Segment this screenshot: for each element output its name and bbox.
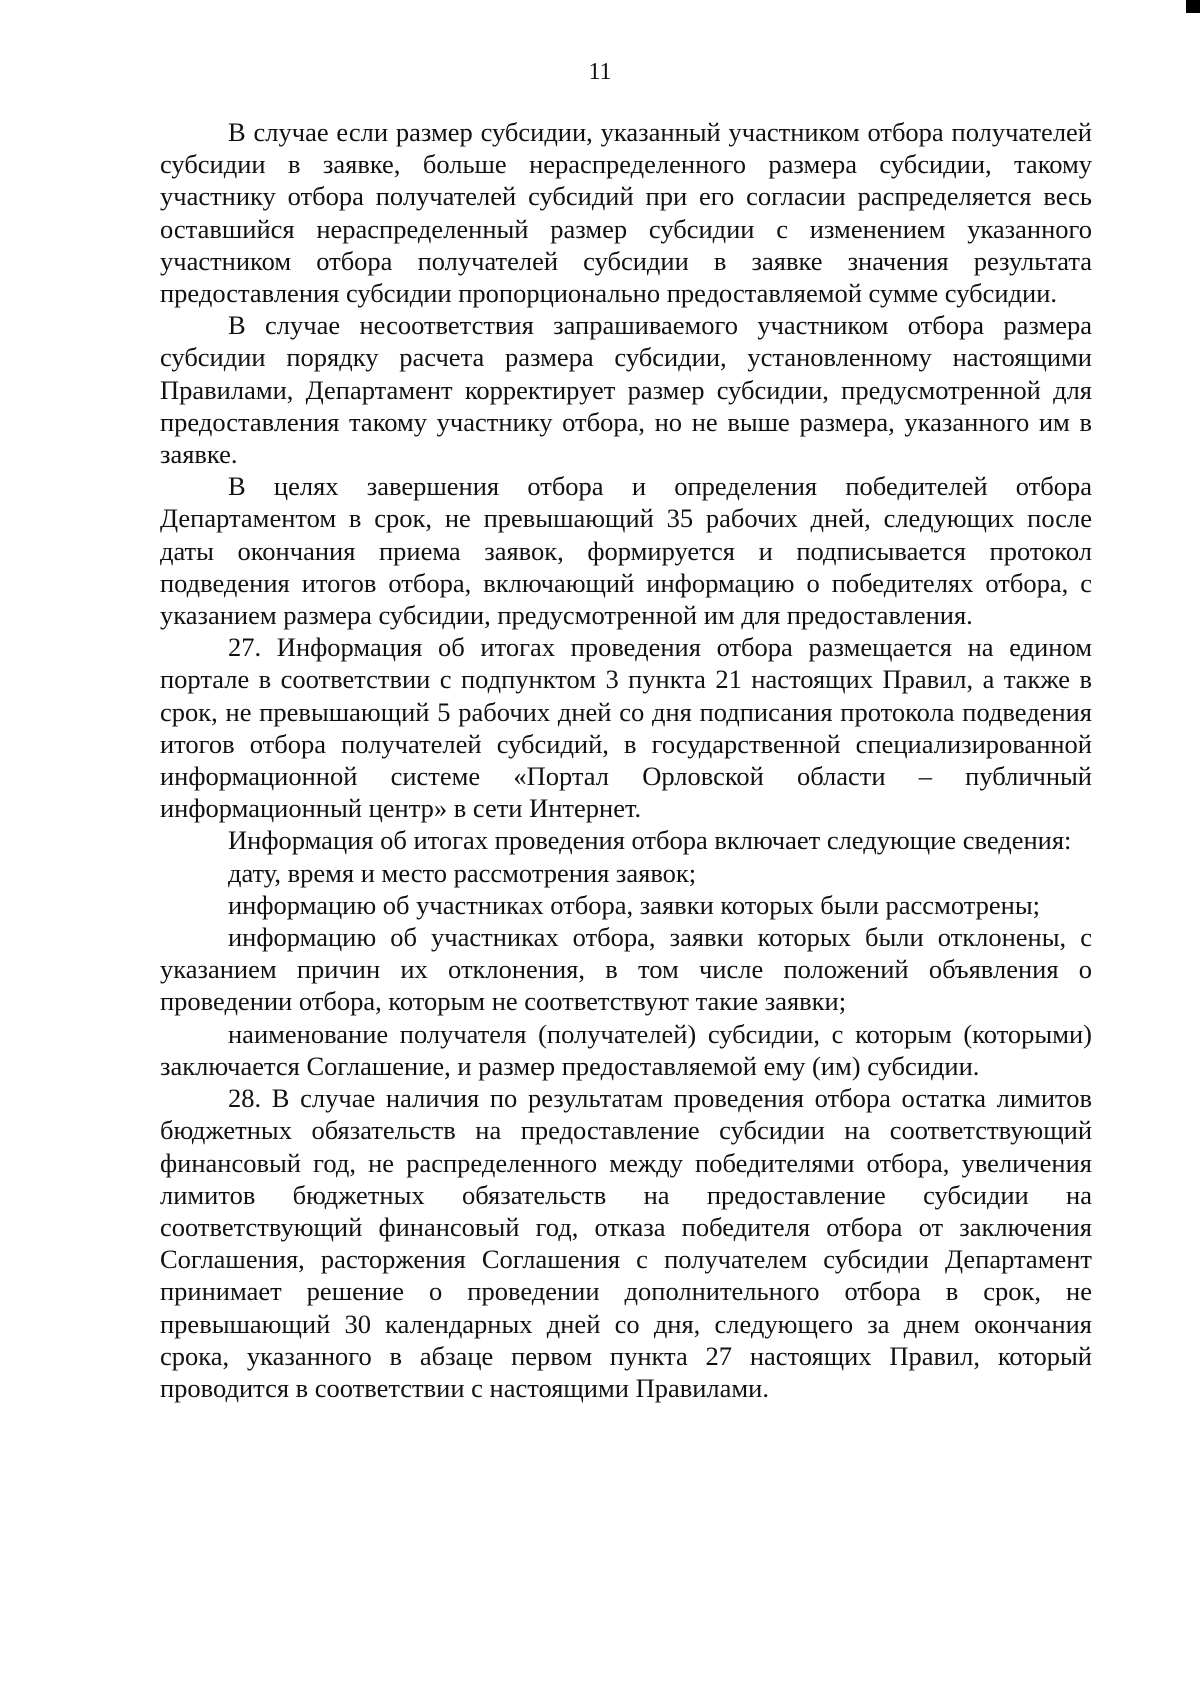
paragraph-list-considered: информацию об участниках отбора, заявки которых были рассмотрены;: [228, 889, 1041, 920]
paragraph-list-rejected: информацию об участниках отбора, заявки которых были отклонены, с указанием причин их отклонения, в том числе положений объявления о проведении отбора, которым не соответствуют такие заявки;: [160, 922, 1092, 1017]
paragraph-list-recipient: наименование получателя (получателей) субсидии, с которым (которыми) заключается Соглашение, и размер предоставляемой ему (им) субсидии.: [160, 1018, 1092, 1081]
page-number: 11: [588, 59, 612, 85]
paragraph-clause-28: 28. В случае наличия по результатам проведения отбора остатка лимитов бюджетных обязательств на предоставление субсидии на соответствующий финансовый год, не распределенного между победителями отбора, увеличения лимитов бюджетных обязательств на предоставление субсидии на соответствующий финансовый год, отказа победителя отбора от заключения Соглашения, расторжения Соглашения с получателем субсидии Департамент принимает решение о проведении дополнительного отбора в срок, не превышающий 30 календарных дней со дня, следующего за днем окончания срока, указанного в абзаце первом пункта 27 настоящих Правил, который проводится в соответствии с настоящими Правилами.: [160, 1083, 1092, 1403]
paragraph-results-info: Информация об итогах проведения отбора включает следующие сведения:: [228, 825, 1072, 856]
paragraph-subsidy-correction: В случае несоответствия запрашиваемого участником отбора размера субсидии порядку расчета размера субсидии, установленному настоящими Правилами, Департамент корректирует размер субсидии, предусмотренной для предоставления такому участнику отбора, но не выше размера, указанного им в заявке.: [160, 310, 1092, 470]
paragraph-subsidy-excess: В случае если размер субсидии, указанный участником отбора получателей субсидии в заявке, больше нераспределенного размера субсидии, такому участнику отбора получателей субсидий при его согласии распределяется весь оставшийся нераспределенный размер субсидии с изменением указанного участником отбора получателей субсидии в заявке значения результата предоставления субсидии пропорционально предоставляемой сумме субсидии.: [160, 117, 1092, 309]
paragraph-clause-27: 27. Информация об итогах проведения отбора размещается на едином портале в соответствии с подпунктом 3 пункта 21 настоящих Правил, а также в срок, не превышающий 5 рабочих дней со дня подписания протокола подведения итогов отбора получателей субсидий, в государственной специализированной информационной системе «Портал Орловской области – публичный информационный центр» в сети Интернет.: [160, 632, 1092, 824]
scan-corner-mark: [1186, 0, 1200, 13]
document-body: [160, 116, 1092, 1404]
paragraph-list-date: дату, время и место рассмотрения заявок;: [228, 857, 697, 888]
paragraph-selection-protocol: В целях завершения отбора и определения победителей отбора Департаментом в срок, не превышающий 35 рабочих дней, следующих после даты окончания приема заявок, формируется и подписывается протокол подведения итогов отбора, включающий информацию о победителях отбора, с указанием размера субсидии, предусмотренной им для предоставления.: [160, 471, 1092, 631]
